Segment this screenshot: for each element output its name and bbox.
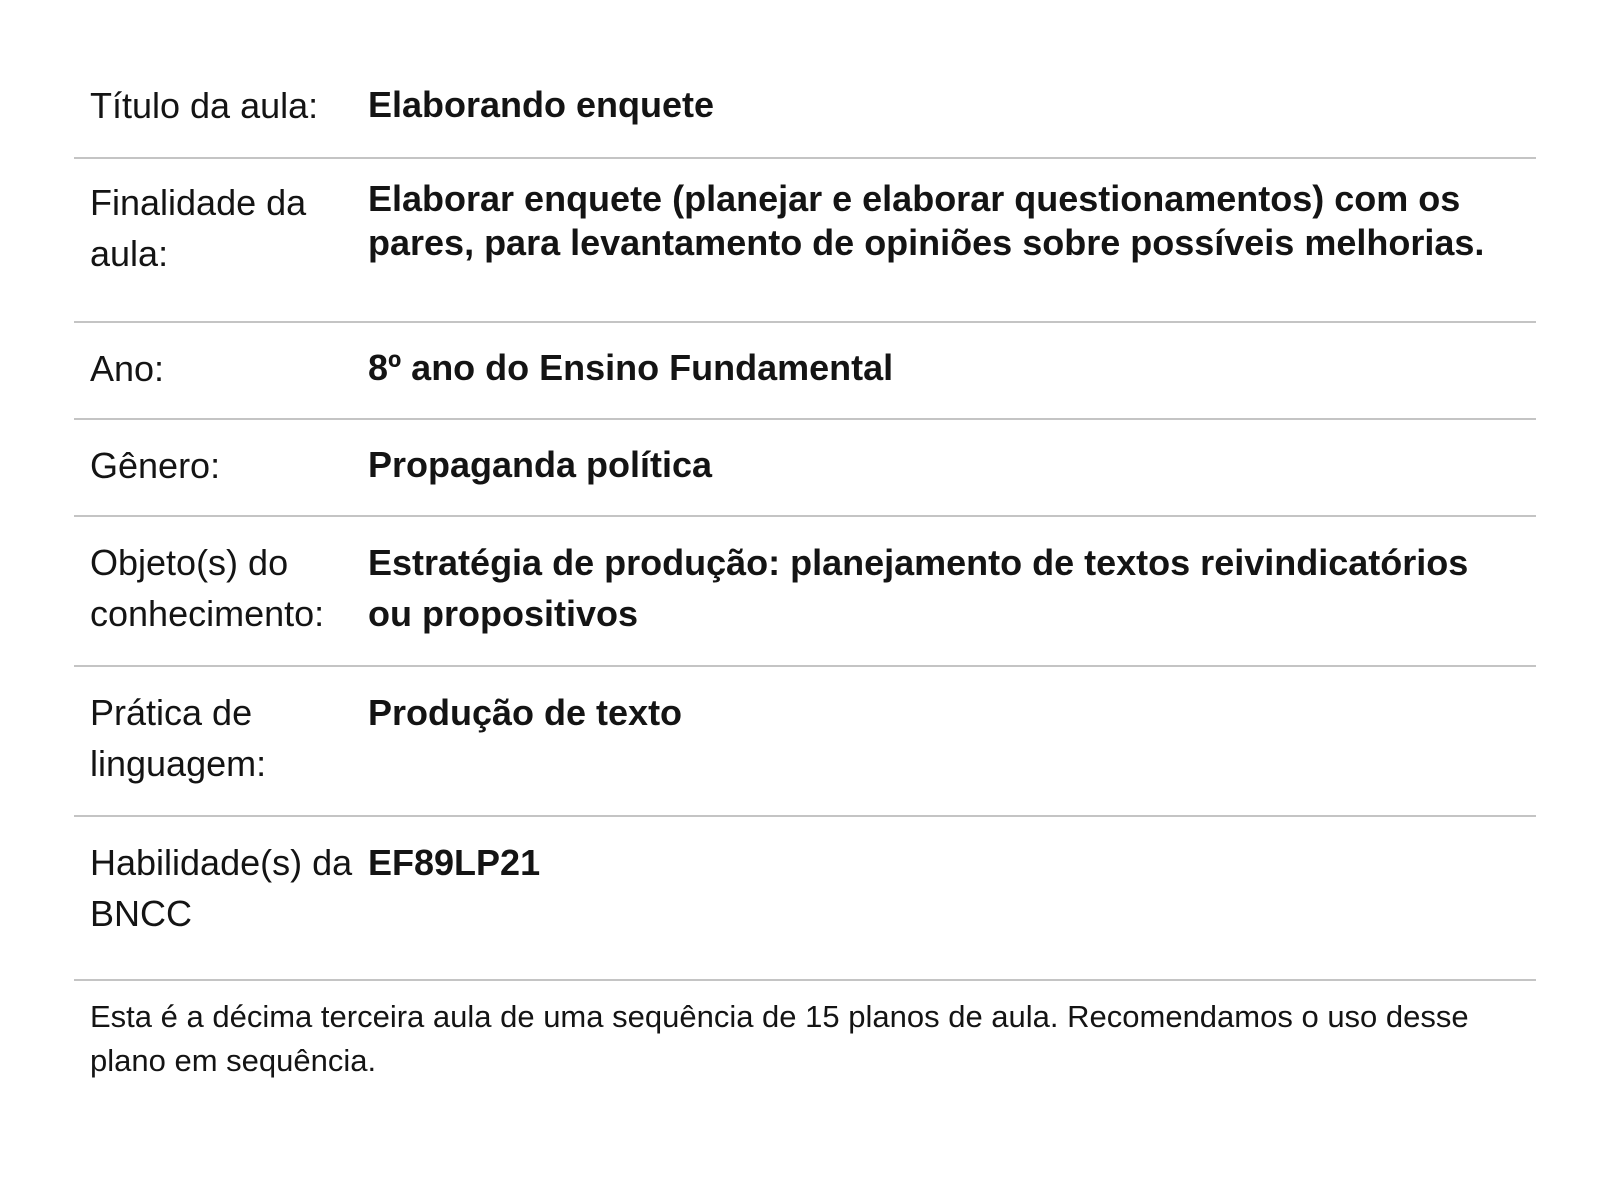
row-finalidade-da-aula bbox=[74, 159, 1536, 323]
row-label: Objeto(s) do conhecimento: bbox=[90, 542, 325, 634]
row-habilidades-da-bncc bbox=[74, 817, 1536, 981]
row-label: Gênero: bbox=[90, 445, 221, 486]
row-value: Produção de texto bbox=[368, 692, 683, 733]
lesson-info-table bbox=[74, 62, 1536, 1083]
row-label: Ano: bbox=[90, 348, 165, 389]
row-ano bbox=[74, 323, 1536, 420]
sequence-note: Esta é a décima terceira aula de uma sequência de 15 planos de aula. Recomendamos o uso desse plano em sequência. bbox=[90, 999, 1469, 1078]
row-label: Habilidade(s) da BNCC bbox=[90, 842, 353, 934]
row-value: EF89LP21 bbox=[368, 842, 541, 883]
row-value: Elaborando enquete bbox=[368, 84, 715, 125]
row-label: Título da aula: bbox=[90, 85, 319, 126]
row-pratica-de-linguagem bbox=[74, 667, 1536, 817]
row-label: Prática de linguagem: bbox=[90, 692, 267, 784]
row-genero bbox=[74, 420, 1536, 517]
row-value: Estratégia de produção: planejamento de textos reivindicatórios ou propositivos bbox=[368, 542, 1469, 634]
row-label: Finalidade da aula: bbox=[90, 182, 307, 274]
row-titulo-da-aula bbox=[74, 62, 1536, 159]
row-objetos-do-conhecimento bbox=[74, 517, 1536, 667]
row-value: 8º ano do Ensino Fundamental bbox=[368, 347, 894, 388]
row-value: Propaganda política bbox=[368, 444, 713, 485]
row-value: Elaborar enquete (planejar e elaborar questionamentos) com os pares, para levantamento de opiniões sobre possíveis melhorias. bbox=[368, 178, 1485, 263]
